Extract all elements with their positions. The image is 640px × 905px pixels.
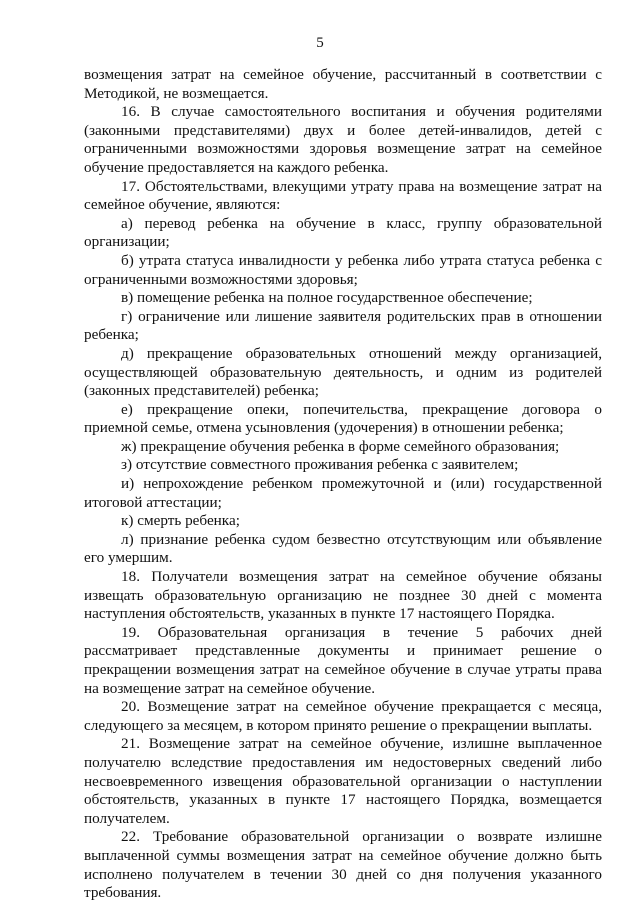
paragraph-19: 19. Образовательная организация в течение 5 рабочих дней рассматривает представленные документы и принимает решение о прекращении возмещения затрат на семейное обучение в случае утраты права на возмещение затрат на семейное обучение. [84, 623, 602, 697]
page-number: 5 [316, 35, 324, 51]
list-item-k: к) смерть ребенка; [121, 512, 240, 530]
paragraph-22: 22. Требование образовательной организации о возврате излишне выплаченной суммы возмещения затрат на семейное обучение должно быть исполнено получателем в течении 30 дней со дня получения указанного требования. [84, 828, 602, 902]
list-item-e: е) прекращение опеки, попечительства, прекращение договора о приемной семье, отмена усыновления (удочерения) в отношении ребенка; [84, 400, 602, 437]
list-item-b: б) утрата статуса инвалидности у ребенка либо утрата статуса ребенка с ограниченными возможностями здоровья; [84, 251, 602, 288]
document-body [84, 66, 602, 903]
paragraph-17: 17. Обстоятельствами, влекущими утрату права на возмещение затрат на семейное обучение, являются: [84, 177, 602, 214]
paragraph-20: 20. Возмещение затрат на семейное обучение прекращается с месяца, следующего за месяцем, в котором принято решение о прекращении выплаты. [84, 698, 602, 734]
paragraph-21: 21. Возмещение затрат на семейное обучение, излишне выплаченное получателю вследствие предоставления им недостоверных сведений либо несвоевременного извещения образовательной организации о наступлении обстоятельств, указанных в пункте 17 настоящего Порядка, возмещается получателем. [84, 735, 602, 827]
paragraph-18: 18. Получатели возмещения затрат на семейное обучение обязаны извещать образовательную организацию не позднее 30 дней с момента наступления обстоятельств, указанных в пункте 17 настоящего Порядка. [84, 568, 602, 623]
list-item-d: д) прекращение образовательных отношений между организацией, осуществляющей образовательную деятельность, и одним из родителей (законных представителей) ребенка; [84, 344, 602, 400]
list-item-v: в) помещение ребенка на полное государственное обеспечение; [121, 289, 533, 307]
paragraph-16: 16. В случае самостоятельного воспитания и обучения родителями (законными представителями) двух и более детей-инвалидов, детей с ограниченными возможностями здоровья возмещение затрат на семейное обучение предоставляется на каждого ребенка. [84, 103, 602, 176]
list-item-zh: ж) прекращение обучения ребенка в форме семейного образования; [121, 437, 560, 455]
list-item-g: г) ограничение или лишение заявителя родительских прав в отношении ребенка; [84, 307, 602, 344]
list-item-i: и) непрохождение ребенком промежуточной и (или) государственной итоговой аттестации; [84, 475, 602, 511]
list-item-l: л) признание ребенка судом безвестно отсутствующим или объявление его умершим. [84, 530, 602, 567]
list-item-z: з) отсутствие совместного проживания ребенка с заявителем; [121, 456, 519, 474]
list-item-a: а) перевод ребенка на обучение в класс, группу образовательной организации; [84, 214, 602, 251]
paragraph-continuation: возмещения затрат на семейное обучение, рассчитанный в соответствии с Методикой, не возмещается. [84, 66, 602, 102]
